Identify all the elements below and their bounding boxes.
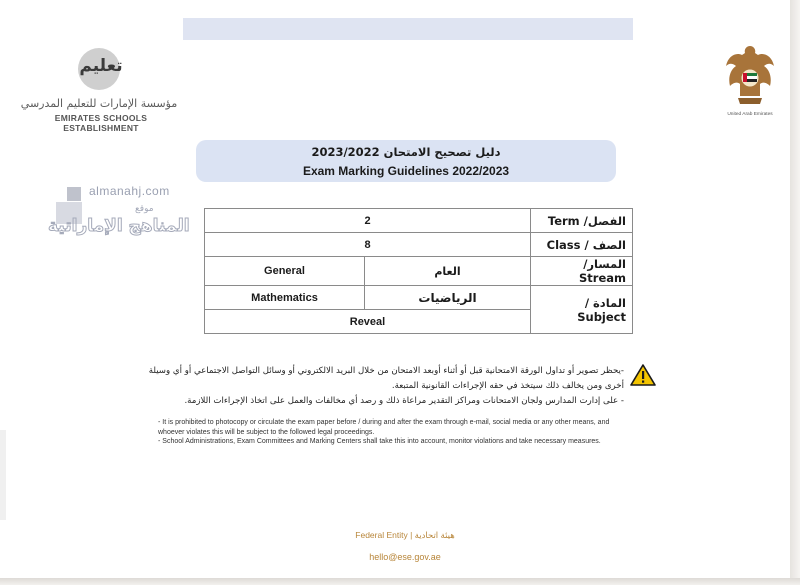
warning-arabic-line: - على إدارت المدارس ولجان الامتحانات ومراكز التقدير مراعاة ذلك و رصد أي مخالفات والعمل على اتخاذ الإجراءات اللازمة.: [184, 396, 624, 406]
page-shadow-bottom: [0, 578, 800, 585]
subject-label: المادة / Subject: [531, 286, 633, 334]
subject-value-english: Mathematics: [205, 286, 365, 310]
warning-english-line: - School Administrations, Exam Committees and Marking Centers shall take this into account, monitor violations and take necessary measures.: [158, 438, 601, 445]
warning-arabic-line: أخرى ومن يخالف ذلك سيتخذ في حقه الإجراءات القانونية المتبعة.: [391, 381, 624, 391]
stream-value-english: General: [205, 257, 365, 286]
stream-label: المسار/ Stream: [531, 257, 633, 286]
warning-english-line: - It is prohibited to photocopy or circulate the exam paper before / during and after the exam through e-mail, social media or any other means, and whoever violates this will be subject to the followed legal proceedings.: [158, 419, 610, 436]
table-row-subject: [205, 286, 633, 310]
class-value: 8: [205, 233, 531, 257]
warning-arabic-line: -يحظر تصوير أو تداول الورقة الامتحانية قبل أو أثناء أوبعد الامتحان من خلال البريد الالكتروني أو وسائل التواصل الاجتماعي أو أي وسيلة: [148, 366, 624, 376]
ese-logo: [15, 45, 185, 133]
uae-emblem: [722, 42, 778, 122]
ese-logo-mark: تعليم: [79, 56, 123, 76]
footer-entity: Federal Entity | هيئة اتحادية: [355, 530, 455, 540]
title-english: Exam Marking Guidelines 2022/2023: [302, 164, 510, 178]
table-row-class: [205, 233, 633, 257]
subject-book: Reveal: [205, 310, 531, 334]
exam-info-table: [204, 208, 633, 334]
ese-name-english: EMIRATES SCHOOLS ESTABLISHMENT: [54, 113, 148, 133]
title-arabic: دليل تصحيح الامتحان 2023/2022: [311, 145, 501, 159]
footer-email[interactable]: hello@ese.gov.ae: [369, 552, 441, 562]
ese-name-arabic: مؤسسة الإمارات للتعليم المدرسي: [20, 97, 178, 110]
warning-triangle-icon: [630, 363, 656, 387]
watermark: [40, 182, 190, 252]
table-row-term: [205, 209, 633, 233]
left-margin-mark: [0, 430, 6, 520]
term-value: 2: [205, 209, 531, 233]
class-label: الصف / Class: [531, 233, 633, 257]
warning-english: [158, 418, 628, 447]
warning-arabic: [148, 364, 624, 409]
watermark-small-text: موقع: [135, 204, 154, 214]
watermark-url: almanahj.com: [89, 184, 170, 198]
uae-caption: United Arab Emirates: [727, 112, 773, 117]
title-box: [196, 140, 616, 182]
ese-logo-icon: [77, 45, 123, 93]
top-header-bar: [183, 18, 633, 40]
watermark-square-icon: [67, 187, 81, 201]
watermark-big-text: المناهج الإماراتية: [48, 216, 190, 236]
uae-eagle-icon: [722, 42, 778, 110]
table-row-stream: [205, 257, 633, 286]
subject-value-arabic: الرياضيات: [365, 286, 531, 310]
stream-value-arabic: العام: [365, 257, 531, 286]
term-label: الفصل/ Term: [531, 209, 633, 233]
page-shadow-right: [790, 0, 800, 585]
